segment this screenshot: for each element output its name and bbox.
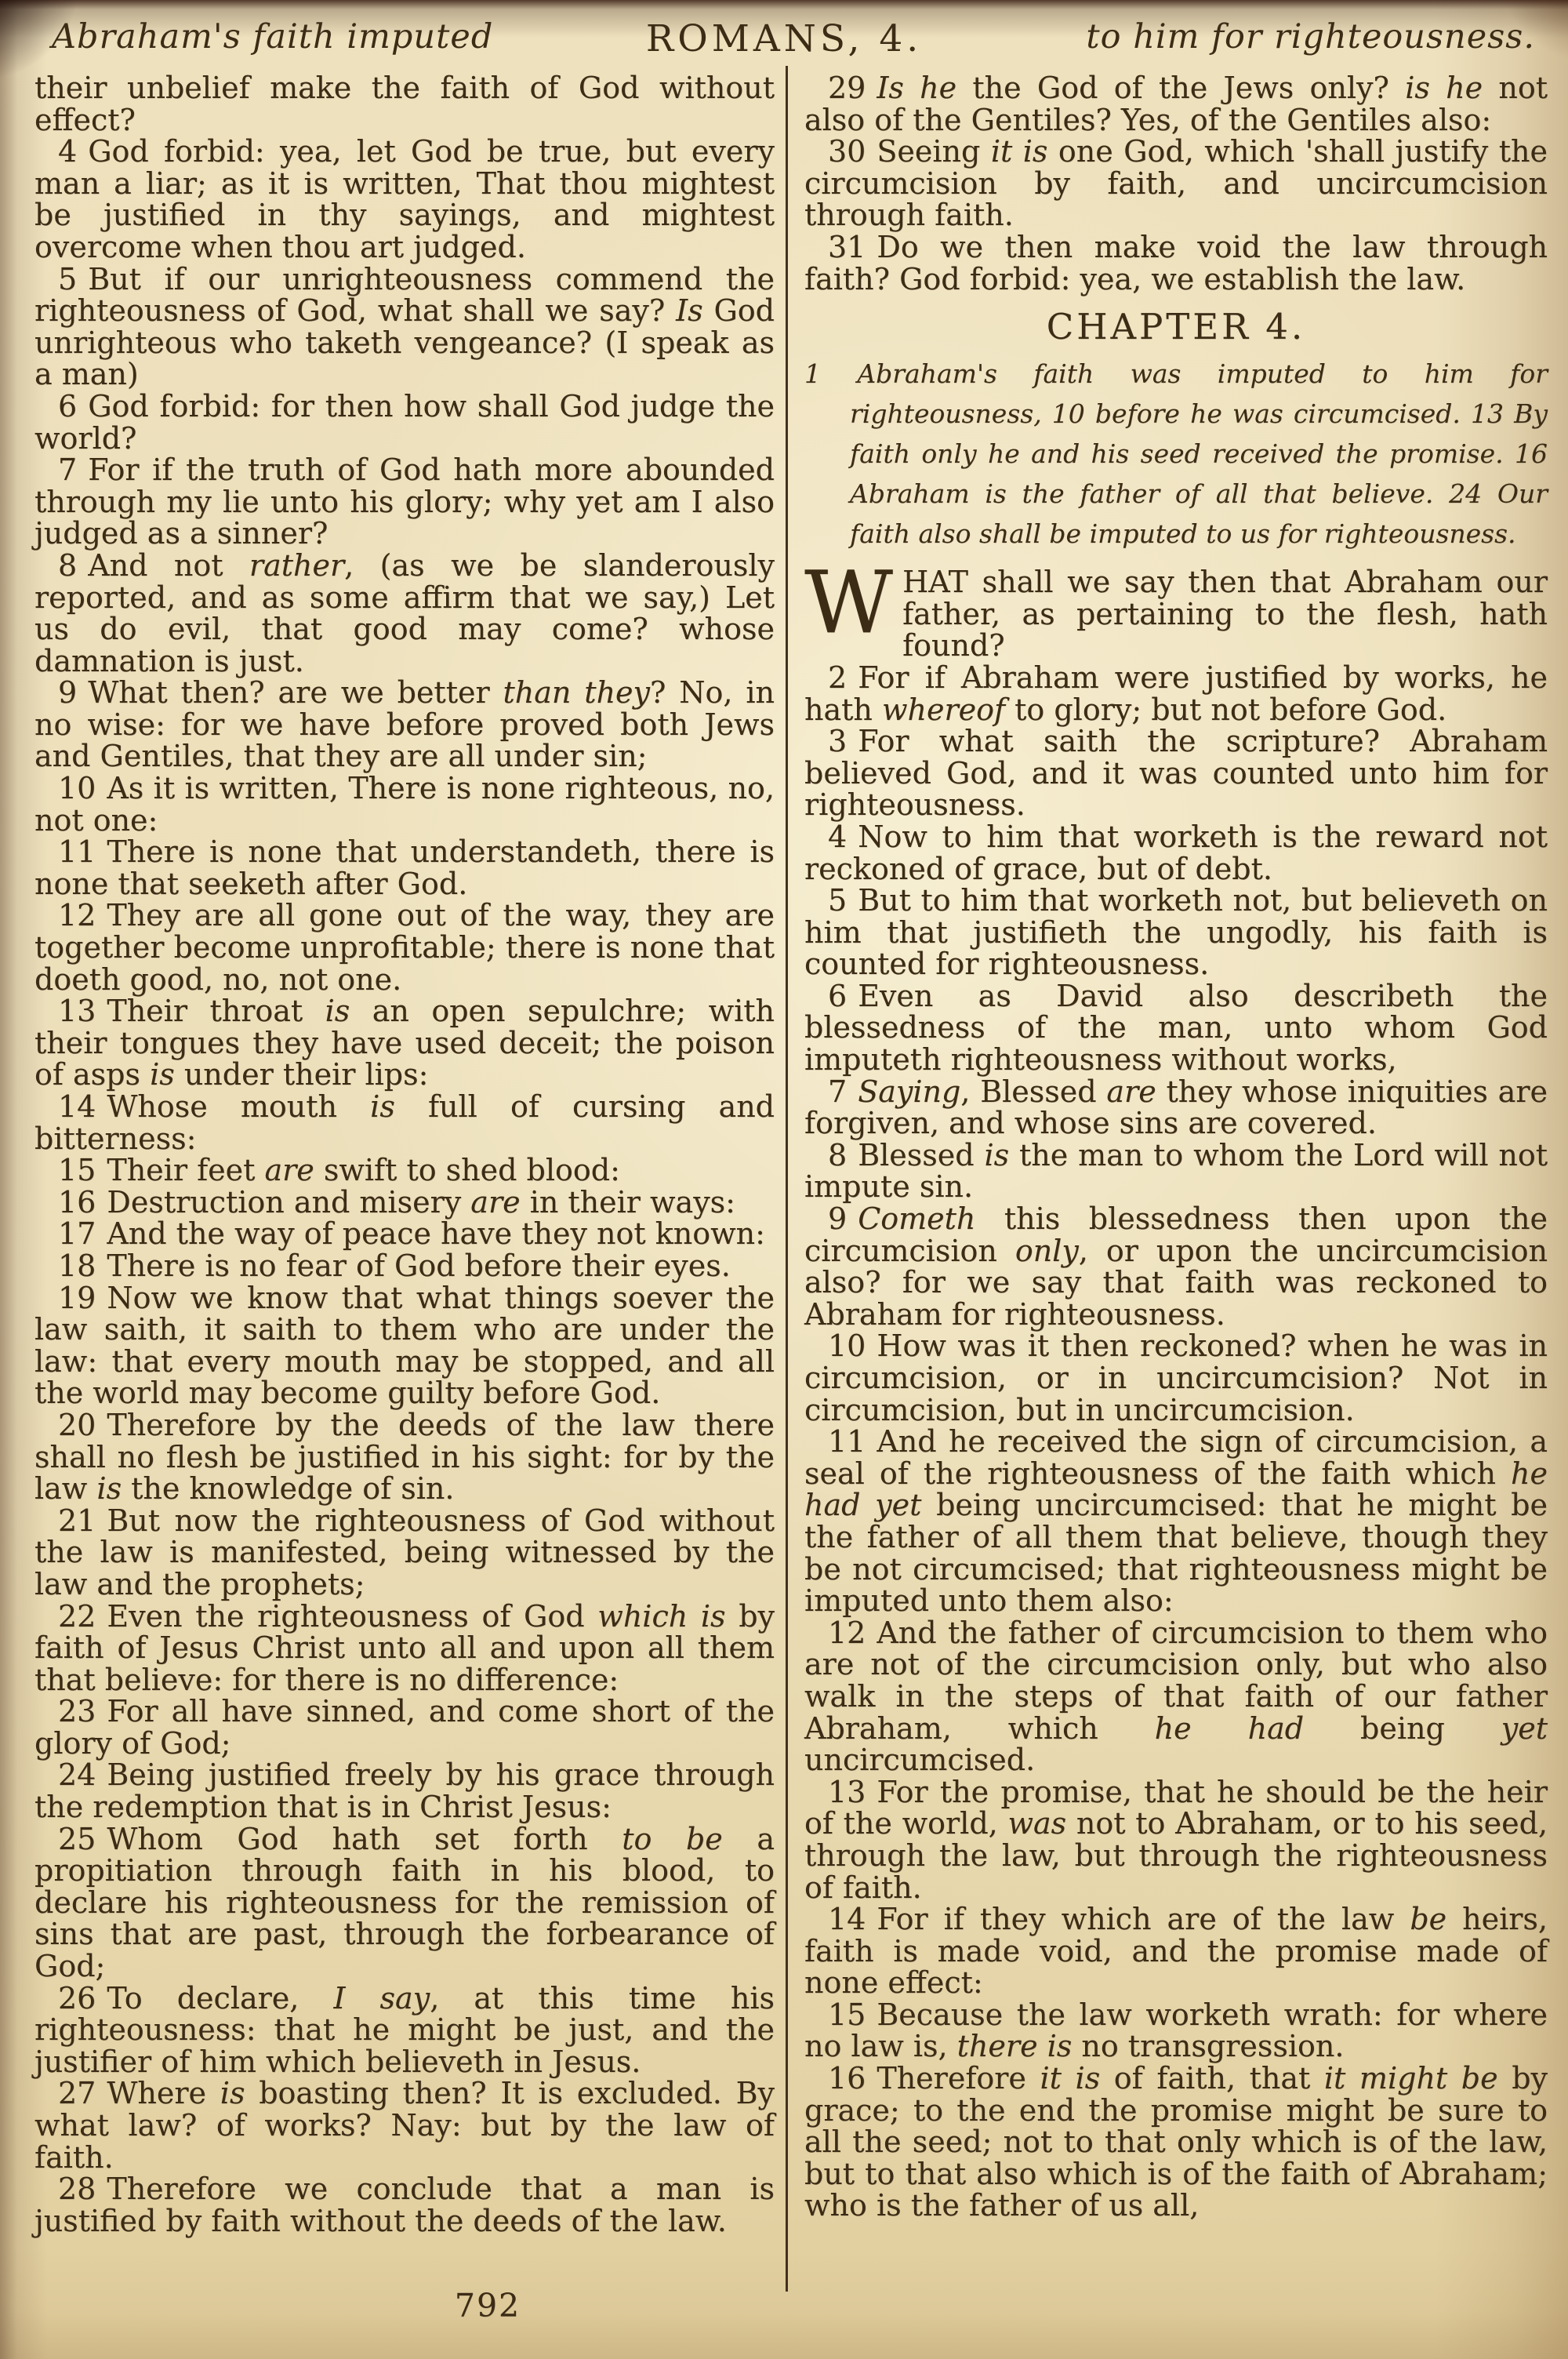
verse (804, 1776, 1548, 1903)
verse-text: For all have sinned, and come short of the glory of God; (34, 1694, 775, 1761)
verse-number: 5 (828, 883, 848, 918)
verse (804, 725, 1548, 821)
verse-text: Therefore we conclude that a man is justified by faith without the deeds of the law. (34, 2172, 775, 2238)
verse-text: Even as David also describeth the blessedness of the man, unto whom God imputeth righteousness without works, (804, 978, 1548, 1078)
verse (34, 836, 775, 900)
verse-text: God forbid: for then how shall God judge the world? (34, 388, 775, 456)
left-column (34, 72, 775, 2237)
verse-number: 31 (828, 229, 866, 264)
verse-number: 12 (828, 1615, 866, 1650)
verse-text: But to him that worketh not, but believeth on him that justifieth the ungodly, his faith is counted for righteousness. (804, 883, 1548, 982)
verse-text: For what saith the scripture? Abraham believed God, and it was counted unto him for righteousness. (804, 724, 1548, 823)
verse-number: 8 (828, 1137, 848, 1172)
verse-number: 16 (58, 1184, 96, 1219)
verse-number: 4 (828, 819, 848, 854)
verse-number: 15 (58, 1153, 96, 1188)
verse (34, 1409, 775, 1505)
verse (34, 547, 775, 678)
verse-text: And not rather, (as we be slanderously reported, and as some affirm that we say,) Let us do evil, that good may come? whose damnation is just. (34, 547, 775, 678)
verse-text: There is none that understandeth, there is none that seeketh after God. (34, 834, 775, 901)
verse-number: 4 (58, 134, 78, 169)
verse-text: For if Abraham were justified by works, he hath whereof to glory; but not before God. (804, 660, 1548, 727)
verse (804, 1330, 1548, 1426)
verse-number: 10 (828, 1329, 866, 1364)
verse (804, 821, 1548, 885)
verse-number: 13 (58, 994, 96, 1029)
verse-number: 25 (58, 1821, 96, 1856)
verse-number: 30 (828, 134, 866, 169)
chapter-summary: 1 Abraham's faith was imputed to him for righteousness, 10 before he was circumcised. 13 By faith only he and his seed received the promise. 16 Abraham is the father of all that believe. 24 Our faith also shall be imputed to us for righteousness. (804, 358, 1548, 550)
verse (804, 231, 1548, 295)
verse (34, 1218, 775, 1250)
verse-text: Is he the God of the Jews only? is he not also of the Gentiles? Yes, of the Gentiles also: (804, 71, 1548, 137)
verse-number: 14 (828, 1902, 866, 1937)
verse-text: Because the law worketh wrath: for where no law is, there is no transgression. (804, 1997, 1548, 2064)
page-number: 792 (454, 2287, 521, 2324)
verse-text: Cometh this blessedness then upon the circumcision only, or upon the uncircumcision also? for we say that faith was reckoned to Abraham for righteousness. (804, 1201, 1548, 1332)
verse-with-dropcap (804, 552, 1548, 663)
verse (34, 1759, 775, 1823)
verse (804, 1203, 1548, 1330)
verse-text: Therefore by the deeds of the law there shall no flesh be justified in his sight: for by the law is the knowledge of sin. (34, 1407, 775, 1507)
verse (34, 1980, 775, 2079)
verse-text: But now the righteousness of God without the law is manifested, being witnessed by the law and the prophets; (34, 1503, 775, 1601)
verse (804, 1903, 1548, 1999)
verse-text: They are all gone out of the way, they are together become unprofitable; there is none that doeth good, no, not one. (34, 898, 775, 997)
verse (804, 885, 1548, 980)
verse (34, 1696, 775, 1759)
verse (804, 1999, 1548, 2063)
verse-text: Where is boasting then? It is excluded. By what law? of works? Nay: but by the law of faith. (34, 2076, 775, 2175)
verse-number: 3 (828, 724, 848, 759)
verse-text: What then? are we better than they? No, in no wise: for we have before proved both Jews and Gentiles, that they are all under sin; (34, 675, 775, 774)
verse-number: 17 (58, 1216, 96, 1252)
verse-number: 12 (58, 898, 96, 933)
verse-text: Do we then make void the law through faith? God forbid: yea, we establish the law. (804, 229, 1548, 296)
verse (34, 1505, 775, 1601)
verse (804, 1426, 1548, 1617)
verse-number: 19 (58, 1280, 96, 1315)
verse-number: 6 (828, 978, 848, 1013)
verse-text: HAT shall we say then that Abraham our father, as pertaining to the flesh, hath found? (902, 565, 1548, 663)
verse-text: Destruction and misery are in their ways: (107, 1184, 735, 1219)
running-head-left: Abraham's faith imputed (52, 17, 494, 56)
verse (34, 1154, 775, 1187)
verse-text: And the father of circumcision to them who are not of the circumcision only, but who also walk in the steps of that faith of our father Abraham, which he had being yet uncircumcised. (804, 1615, 1548, 1778)
verse-text: For if they which are of the law be heirs, faith is made void, and the promise made of none effect: (804, 1902, 1548, 2001)
verse-text: God forbid: yea, let God be true, but every man a liar; as it is written, That thou mightest be justified in thy sayings, and mightest overcome when thou art judged. (34, 134, 775, 264)
verse (804, 2063, 1548, 2222)
verse-number: 11 (58, 834, 96, 870)
verse (34, 388, 775, 456)
verse-number: 14 (58, 1089, 96, 1124)
verse-number: 22 (58, 1598, 96, 1634)
verse-number: 5 (58, 261, 78, 296)
verse-number: 24 (58, 1757, 96, 1793)
verse (34, 1250, 775, 1282)
verse-number: 11 (828, 1424, 866, 1459)
verse (34, 1091, 775, 1154)
right-column (804, 72, 1548, 2222)
verse-text: Being justified freely by his grace through the redemption that is in Christ Jesus: (34, 1757, 775, 1825)
verse (804, 136, 1548, 231)
verse-text: Now to him that worketh is the reward not reckoned of grace, but of debt. (804, 819, 1548, 886)
verse (804, 662, 1548, 725)
verse (804, 980, 1548, 1076)
verse-number: 18 (58, 1248, 96, 1283)
verse-text: their unbelief make the faith of God without effect? (34, 71, 775, 137)
verse-number: 20 (58, 1407, 96, 1442)
verse (34, 454, 775, 550)
verse-text: Blessed is the man to whom the Lord will not impute sin. (804, 1137, 1548, 1205)
verse-text: For if the truth of God hath more abounded through my lie unto his glory; why yet am I also judged as a sinner? (34, 453, 775, 551)
verse-number: 23 (58, 1694, 96, 1729)
verse-number: 26 (58, 1980, 96, 2016)
verse (34, 1282, 775, 1409)
verse-text: Their throat is an open sepulchre; with their tongues they have used deceit; the poison of asps is under their lips: (34, 994, 775, 1092)
verse (804, 1617, 1548, 1776)
verse (34, 1184, 775, 1219)
verse-number: 29 (828, 71, 866, 105)
verse-text: But if our unrighteousness commend the righteousness of God, what shall we say? Is God unrighteous who taketh vengeance? (I speak as a man) (34, 261, 775, 392)
verse-text: As it is written, There is none righteous, no, not one: (34, 771, 775, 838)
verse-number: 21 (58, 1503, 96, 1538)
verse-text: There is no fear of God before their eyes. (107, 1248, 731, 1283)
verse-text: For the promise, that he should be the heir of the world, was not to Abraham, or to his seed, through the law, but through the righteousness of faith. (804, 1774, 1548, 1905)
running-head-center: ROMANS, 4. (645, 17, 923, 60)
verse (34, 995, 775, 1091)
verse-number: 6 (58, 388, 78, 423)
verse (34, 772, 775, 836)
verse (34, 2173, 775, 2237)
verse-number: 16 (828, 2061, 866, 2096)
verse-number: 27 (58, 2076, 96, 2111)
verse-number: 2 (828, 660, 848, 695)
verse-list-right (804, 662, 1548, 2222)
verse-number: 7 (828, 1074, 848, 1109)
verse (34, 2077, 775, 2173)
verse (804, 1076, 1548, 1140)
verse-text: Therefore it is of faith, that it might be by grace; to the end the promise might be sure to all the seed; not to that only which is of the law, but to that also which is of the faith of Abraham; who is the father of us all, (804, 2061, 1548, 2223)
chapter-heading: CHAPTER 4. (1046, 306, 1306, 348)
verse-text: Whose mouth is full of cursing and bitterness: (34, 1089, 775, 1156)
verse-number: 10 (58, 771, 96, 806)
verse-list-left (34, 72, 775, 2237)
verse-text: Seeing it is one God, which 'shall justify the circumcision by faith, and uncircumcision through faith. (804, 134, 1548, 233)
running-head-right: to him for righteousness. (1086, 17, 1535, 56)
verse-text: And the way of peace have they not known: (107, 1216, 765, 1252)
drop-cap: W (804, 552, 894, 653)
verse (34, 1823, 775, 1983)
verse-number: 28 (58, 2172, 96, 2207)
verse-number: 7 (58, 453, 78, 488)
verse-text: Now we know that what things soever the law saith, it saith to them who are under the law: that every mouth may be stopped, and all the world may become guilty before God. (34, 1280, 775, 1411)
verse (804, 72, 1548, 136)
verse (34, 900, 775, 995)
verse-text: Whom God hath set forth to be a propitiation through faith in his blood, to declare his righteousness for the remission of sins that are past, through the forbearance of God; (34, 1821, 775, 1984)
verse-text: How was it then reckoned? when he was in circumcision, or in uncircumcision? Not in circumcision, but in uncircumcision. (804, 1329, 1548, 1427)
verse-text: To declare, I say, at this time his righteousness: that he might be just, and the justifier of him which believeth in Jesus. (34, 1980, 775, 2079)
verse (34, 136, 775, 263)
verse-number: 8 (58, 547, 78, 583)
column-divider (786, 66, 788, 2292)
verse-number: 15 (828, 1997, 866, 2032)
verse-number: 9 (828, 1201, 848, 1237)
verse-text: Even the righteousness of God which is by faith of Jesus Christ unto all and upon all them that believe: for there is no difference: (34, 1598, 775, 1697)
verse-text: Saying, Blessed are they whose iniquities are forgiven, and whose sins are covered. (804, 1074, 1548, 1141)
verse-number: 13 (828, 1774, 866, 1809)
verse-text: Their feet are swift to shed blood: (107, 1153, 620, 1188)
verse (34, 1598, 775, 1697)
verse (34, 677, 775, 772)
verse (804, 1137, 1548, 1205)
verse (34, 261, 775, 392)
verse-number: 9 (58, 675, 78, 711)
verse-text: And he received the sign of circumcision, a seal of the righteousness of the faith which he had yet being uncircumcised: that he might be the father of all them that believe, though they be not circumcised; that righteousness might be imputed unto them also: (804, 1424, 1548, 1619)
verse (34, 72, 775, 136)
verse-list-right-top (804, 72, 1548, 295)
